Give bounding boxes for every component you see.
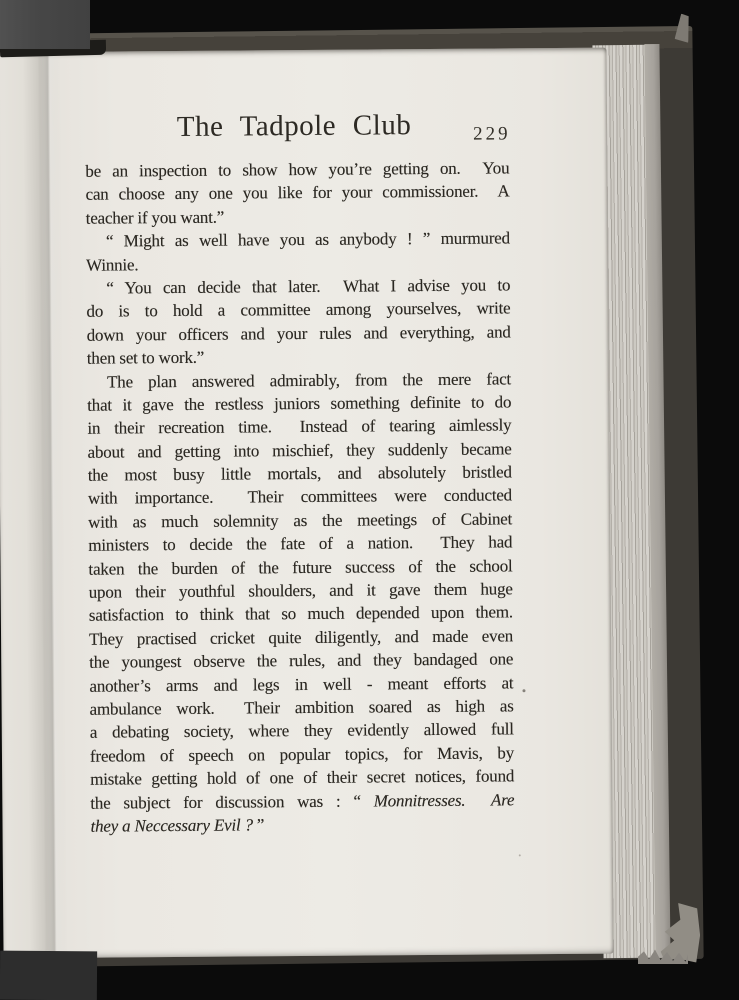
paragraph xyxy=(87,367,515,838)
text-segment: do is to hold a committee among yourselves, write xyxy=(86,298,511,322)
text-line xyxy=(86,227,510,254)
gutter-fold-shadow xyxy=(37,52,66,958)
text-segment: can choose any one you like for your commissioner. A xyxy=(85,181,510,205)
book-page xyxy=(0,48,614,959)
text-segment: another’s arms and legs in well - meant efforts at xyxy=(89,672,514,696)
text-line xyxy=(90,788,514,815)
text-line xyxy=(85,156,509,183)
text-segment: the subject for discussion was : “ xyxy=(90,791,374,813)
text-segment: down your officers and your rules and everything, and xyxy=(86,322,511,345)
text-segment: that it gave the restless juniors something definite to do xyxy=(87,392,512,415)
text-segment: The plan answered admirably, from the mere fact xyxy=(106,368,512,392)
italic-text-segment: they a Neccessary Evil ? xyxy=(90,815,257,836)
text-segment: with as much solemnity as the meetings of Cabinet xyxy=(88,509,513,532)
text-line xyxy=(87,414,511,441)
italic-text-segment: Monnitresses. Are xyxy=(373,789,515,811)
paragraph xyxy=(86,273,511,370)
text-line xyxy=(88,554,512,581)
text-line xyxy=(87,344,511,371)
text-line xyxy=(90,694,514,721)
text-line xyxy=(89,577,513,604)
text-segment: “ Might as well have you as anybody ! ” murmured xyxy=(105,228,511,251)
text-line xyxy=(87,390,511,417)
text-line xyxy=(87,320,511,347)
print-speck xyxy=(522,689,525,692)
text-segment: upon their youthful shoulders, and it gave them huge xyxy=(88,579,513,602)
print-speck xyxy=(519,854,521,856)
text-line xyxy=(90,718,514,745)
text-segment: with importance. Their committees were conducted xyxy=(87,485,513,509)
text-segment: the most busy little mortals, and absolutely bristled xyxy=(87,462,512,485)
text-segment: ambulance work. Their ambition soared as high as xyxy=(89,696,514,719)
text-segment: be an inspection to show how you’re getting on. You xyxy=(85,158,510,181)
text-line xyxy=(86,250,510,277)
text-segment: ministers to decide the fate of a nation. They had xyxy=(88,532,513,555)
text-segment: teacher if you want.” xyxy=(85,207,225,228)
text-segment: taken the burden of the future success of the school xyxy=(88,556,513,579)
text-segment: Winnie. xyxy=(86,254,139,275)
paragraph xyxy=(85,156,510,229)
text-line xyxy=(89,648,513,675)
background-gray-patch xyxy=(0,0,90,49)
text-line xyxy=(89,601,513,628)
text-line xyxy=(85,180,509,207)
text-line xyxy=(87,367,511,394)
text-segment: then set to work.” xyxy=(86,347,205,368)
paragraph xyxy=(86,227,510,277)
text-segment: satisfaction to think that so much depended upon them. xyxy=(88,602,513,626)
page-text xyxy=(85,156,514,838)
text-line xyxy=(88,507,512,534)
text-segment: “ You can decide that later. What I advise you to xyxy=(106,275,511,298)
text-line xyxy=(89,624,513,651)
text-line xyxy=(89,671,513,698)
text-segment: about and getting into mischief, they suddenly became xyxy=(87,439,512,462)
text-line xyxy=(88,460,512,487)
text-line xyxy=(88,437,512,464)
text-segment: They practised cricket quite diligently, and made even xyxy=(88,626,514,649)
text-line xyxy=(90,811,514,838)
page-number: 229 xyxy=(473,123,511,145)
text-line xyxy=(86,273,510,300)
text-segment: freedom of speech on popular topics, for Mavis, by xyxy=(89,743,515,766)
text-segment: the youngest observe the rules, and they bandaged one xyxy=(89,649,514,672)
text-segment: mistake getting hold of one of their secret notices, found xyxy=(90,766,515,789)
text-segment: a debating society, where they evidently allowed full xyxy=(89,719,514,743)
text-line xyxy=(86,297,510,324)
cover-bottom-shadow xyxy=(0,951,97,1000)
text-line xyxy=(88,484,512,511)
text-line xyxy=(90,765,514,792)
text-segment: in their recreation time. Instead of tearing aimlessly xyxy=(87,415,512,439)
running-title: The Tadpole Club xyxy=(176,109,412,143)
text-segment: ” xyxy=(256,815,265,835)
text-line xyxy=(86,203,510,230)
text-line xyxy=(88,531,512,558)
text-line xyxy=(90,741,514,768)
